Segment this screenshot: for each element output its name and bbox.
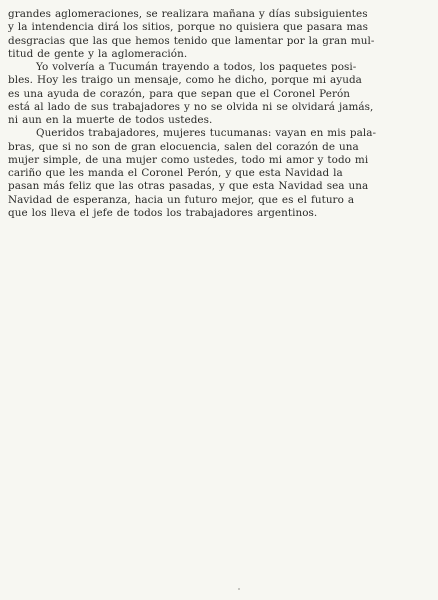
text-line: grandes aglomeraciones, se realizara mañana y días subsiguientes xyxy=(8,8,368,20)
text-line: desgracias que las que hemos tenido que lamentar por la gran mul- xyxy=(8,34,375,47)
paragraph-3 xyxy=(8,127,428,220)
body-text xyxy=(8,8,428,220)
text-line: Navidad de esperanza, hacia un futuro mejor, que es el futuro a xyxy=(8,193,355,206)
text-line: es una ayuda de corazón, para que sepan que el Coronel Perón xyxy=(8,87,351,100)
text-line: bras, que si no son de gran elocuencia, salen del corazón de una xyxy=(8,140,359,153)
text-line: pasan más feliz que las otras pasadas, y que esta Navidad sea una xyxy=(8,180,369,193)
text-line: Queridos trabajadores, mujeres tucumanas: vayan en mis pala- xyxy=(36,127,377,140)
text-line: que los lleva el jefe de todos los trabajadores argentinos. xyxy=(8,206,318,219)
text-line: mujer simple, de una mujer como ustedes, todo mi amor y todo mi xyxy=(8,153,369,166)
text-line: y la intendencia dirá los sitios, porque no quisiera que pasara mas xyxy=(8,21,368,34)
paper-speck xyxy=(238,588,240,590)
text-line: bles. Hoy les traigo un mensaje, como he dicho, porque mi ayuda xyxy=(8,74,362,87)
text-line: cariño que les manda el Coronel Perón, y que esta Navidad la xyxy=(8,167,343,179)
text-line: titud de gente y la aglomeración. xyxy=(8,47,188,60)
paragraph-1 xyxy=(8,8,428,61)
text-line: ni aun en la muerte de todos ustedes. xyxy=(8,114,213,126)
text-line: Yo volvería a Tucumán trayendo a todos, los paquetes posi- xyxy=(36,61,357,73)
paragraph-2 xyxy=(8,61,428,127)
text-line: está al lado de sus trabajadores y no se olvida ni se olvidará jamás, xyxy=(8,100,374,113)
